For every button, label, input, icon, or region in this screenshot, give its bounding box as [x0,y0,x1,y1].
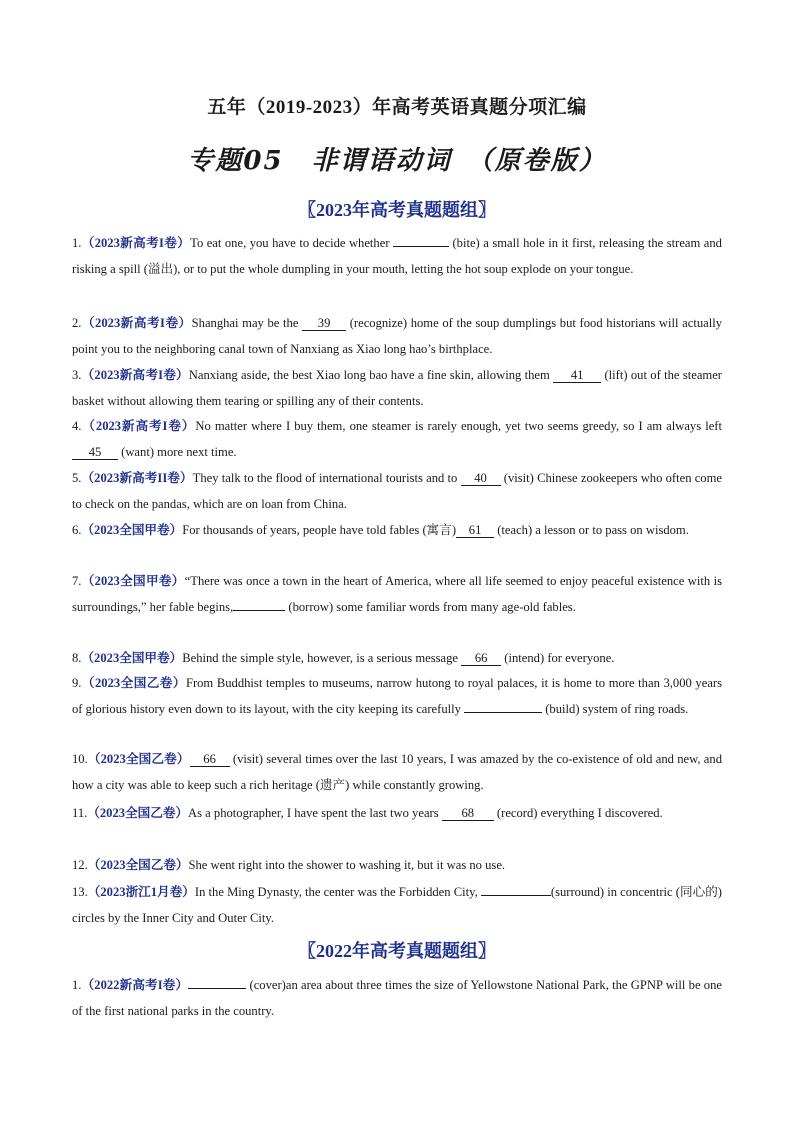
question-text-after: (visit) Chinese zookeepers who often come to check on the pandas, which are on loan from China. [72,471,722,512]
question-source-tag: （2023全国乙卷） [87,752,190,766]
document-title: 五年（2019-2023）年高考英语真题分项汇编 [207,97,587,118]
question-text [72,972,722,1025]
question-number: 5. [72,471,82,485]
question-item [72,879,722,932]
question-text-after: (teach) a lesson or to pass on wisdom. [494,523,689,537]
question-item [72,800,722,826]
section-heading-2022: 〖2022年高考真题题组〗 [298,941,496,961]
question-item [72,362,722,415]
question-text-before: From Buddhist temples to museums, narrow hutong to royal palaces, it is home to more than 3,000 years of glorious history even down to its layout, with the city keeping its carefully [72,676,722,717]
question-item [72,852,722,878]
answer-blank[interactable] [393,232,449,247]
question-source-tag: （2023浙江1月卷） [87,885,195,899]
question-text-after: (recognize) home of the soup dumplings but food historians will actually point you to the neighboring canal town of Nanxiang as Xiao long hao’s birthplace. [72,316,723,357]
question-text-before: For thousands of years, people have told fables (寓言) [182,523,457,537]
question-number: 2. [72,316,82,330]
answer-blank[interactable] [481,881,551,896]
question-text [72,746,722,799]
question-text [72,568,722,621]
section-heading-2023: 〖2023年高考真题题组〗 [298,200,496,220]
question-text [72,670,722,723]
question-text [72,517,722,543]
question-item [72,568,722,621]
answer-blank[interactable]: 41 [553,368,601,383]
question-source-tag: （2023全国乙卷） [81,676,186,690]
question-number: 8. [72,651,82,665]
question-text [72,800,722,826]
question-source-tag: （2023新高考II卷） [81,471,193,485]
question-number: 6. [72,523,82,537]
question-text-before: To eat one, you have to decide whether [190,236,393,250]
question-text [72,413,722,466]
question-item [72,645,722,671]
question-text-before: “There was once a town in the heart of America, where all life seemed to enjoy peaceful existence with is surroundings,” her fable begins, [72,574,723,615]
question-text [72,465,722,518]
answer-blank[interactable] [233,596,285,611]
question-number: 1. [72,978,82,992]
question-text-before: As a photographer, I have spent the last two years [188,806,442,820]
question-source-tag: （2023新高考I卷） [81,419,196,433]
question-number: 13. [72,885,88,899]
question-item [72,972,722,1025]
question-source-tag: （2023全国甲卷） [81,651,183,665]
question-source-tag: （2023全国乙卷） [87,806,189,820]
question-number: 9. [72,676,82,690]
question-text-after: (visit) several times over the last 10 years, I was amazed by the co-existence of old and new, and how a city was able to keep such a rich heritage (遗产) while constantly growing. [72,752,722,793]
question-number: 11. [72,806,88,820]
question-text-before: In the Ming Dynasty, the center was the Forbidden City, [194,885,481,899]
question-number: 4. [72,419,82,433]
question-number: 10. [72,752,88,766]
question-text-after: (want) more next time. [118,445,237,460]
answer-blank[interactable] [188,974,246,989]
question-text [72,362,722,415]
question-text [72,879,722,932]
question-number: 12. [72,858,88,872]
answer-blank[interactable]: 39 [302,316,346,331]
question-item [72,230,722,283]
question-text-after: (record) everything I discovered. [493,806,663,820]
answer-blank[interactable]: 68 [442,806,494,821]
question-text-after: (cover)an area about three times the size of Yellowstone National Park, the GPNP will be one of the first national parks in the country. [72,978,722,1019]
question-number: 3. [72,368,82,382]
question-text [72,230,722,283]
question-source-tag: （2022新高考I卷） [81,978,189,992]
question-number: 7. [72,574,82,588]
question-source-tag: （2023新高考I卷） [81,316,192,330]
question-source-tag: （2023新高考I卷） [81,236,191,250]
answer-blank[interactable]: 66 [190,752,230,767]
answer-blank[interactable]: 66 [461,651,501,666]
answer-blank[interactable]: 45 [72,445,118,460]
question-text [72,645,722,671]
question-item [72,517,722,543]
question-source-tag: （2023全国乙卷） [87,858,189,872]
question-text-before: She went right into the shower to washing it, but it was no use. [188,858,506,872]
question-text-before: No matter where I buy them, one steamer is rarely enough, yet two seems greedy, so I am always left [195,419,722,433]
question-item [72,746,722,799]
question-item [72,310,722,363]
question-source-tag: （2023全国甲卷） [81,574,185,588]
answer-blank[interactable]: 40 [461,471,501,486]
question-source-tag: （2023新高考I卷） [81,368,189,382]
question-text [72,310,722,363]
question-text-after: (borrow) some familiar words from many age-old fables. [285,600,576,615]
question-item [72,670,722,723]
question-text [72,852,722,878]
question-text-after: (bite) a small hole in it first, releasing the stream and risking a spill (溢出), or to put the whole dumpling in your mouth, letting the hot soup explode on your tongue. [72,236,722,277]
question-item [72,413,722,466]
question-text-before: Shanghai may be the [191,316,303,330]
question-text-before: Nanxiang aside, the best Xiao long bao have a fine skin, allowing them [188,368,554,382]
question-text-after: (intend) for everyone. [501,651,615,665]
question-text-before: They talk to the flood of international tourists and to [192,471,461,485]
question-source-tag: （2023全国甲卷） [81,523,183,537]
document-subtitle: 专题05 非谓语动词 （原卷版） [187,146,607,176]
question-item [72,465,722,518]
question-text-after: (surround) in concentric (同心的) circles by the Inner City and Outer City. [72,885,723,926]
question-text-after: (build) system of ring roads. [542,702,689,717]
question-text-before: Behind the simple style, however, is a serious message [182,651,462,665]
answer-blank[interactable] [464,698,542,713]
answer-blank[interactable]: 61 [456,523,494,538]
question-number: 1. [72,236,82,250]
question-text-after: (lift) out of the steamer basket without allowing them tearing or spilling any of their contents. [72,368,723,409]
